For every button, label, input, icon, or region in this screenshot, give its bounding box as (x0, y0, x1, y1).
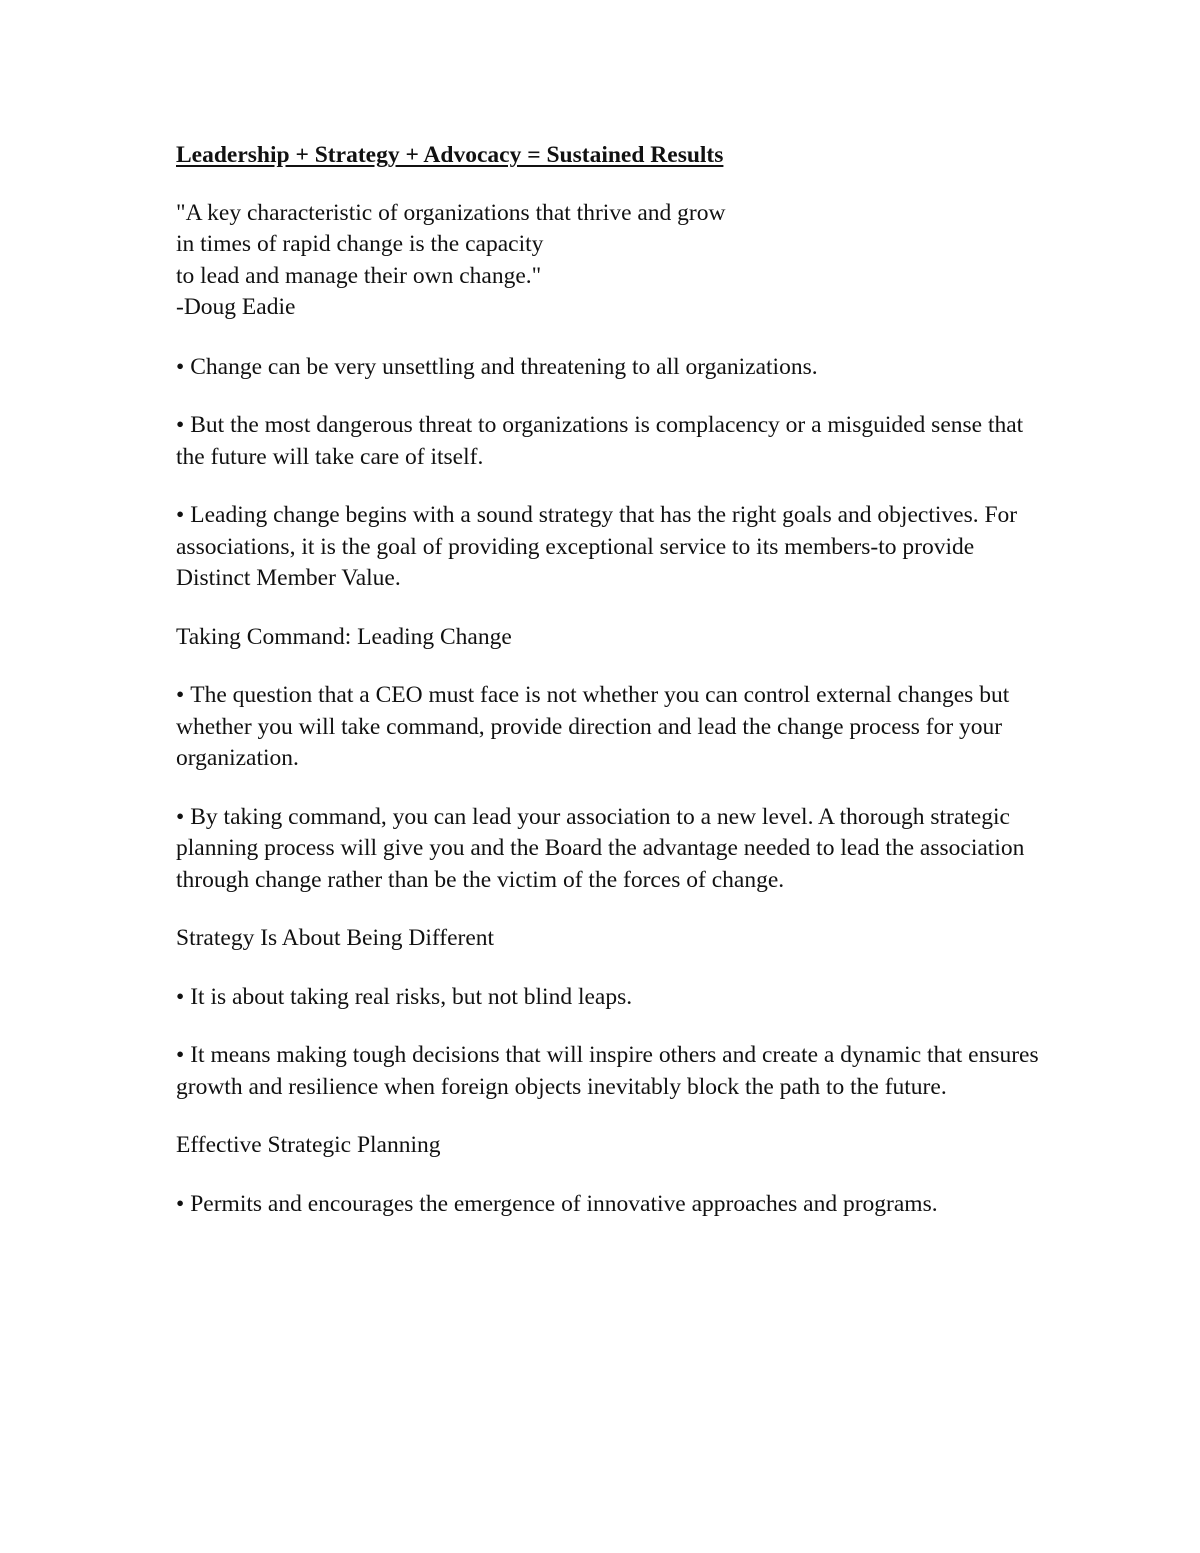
document-page (176, 140, 1046, 1247)
bullet-icon: • (176, 502, 185, 528)
bullet-paragraph (176, 352, 1046, 384)
section-heading: Taking Command: Leading Change (176, 623, 512, 650)
bullet-text: It means making tough decisions that will inspire others and create a dynamic that ensures growth and resilience when foreign objects inevitably block the path to the future. (176, 1042, 1039, 1100)
bullet-text: Permits and encourages the emergence of innovative approaches and programs. (190, 1190, 938, 1217)
bullet-text: The question that a CEO must face is not whether you can control external changes but whether you will take command, provide direction and lead the change process for your organization. (176, 682, 1010, 771)
bullet-paragraph (176, 410, 1046, 473)
quote-line: "A key characteristic of organizations that thrive and grow (176, 199, 726, 226)
document-title: Leadership + Strategy + Advocacy = Sustained Results (176, 142, 724, 168)
bullet-paragraph (176, 1040, 1046, 1103)
bullet-paragraph (176, 680, 1046, 775)
bullet-paragraph (176, 982, 1046, 1014)
bullet-icon: • (176, 803, 185, 830)
section-heading: Strategy Is About Being Different (176, 925, 495, 951)
bullet-icon: • (176, 1042, 185, 1068)
bullet-icon: • (176, 983, 185, 1010)
bullet-icon: • (176, 1190, 185, 1217)
section-heading: Effective Strategic Planning (176, 1132, 441, 1158)
quote-line: in times of rapid change is the capacity (176, 231, 544, 257)
bullet-text: It is about taking real risks, but not blind leaps. (190, 983, 633, 1010)
quote-line: to lead and manage their own change." (176, 262, 542, 289)
bullet-icon: • (176, 682, 185, 708)
bullet-paragraph (176, 1189, 1046, 1221)
quote-attribution: -Doug Eadie (176, 294, 296, 320)
bullet-icon: • (176, 353, 185, 380)
bullet-text: Leading change begins with a sound strategy that has the right goals and objectives. For associations, it is the goal of providing exceptional service to its members-to provide Distinct Member Value. (176, 502, 1018, 591)
bullet-paragraph (176, 500, 1046, 595)
bullet-paragraph (176, 802, 1046, 897)
bullet-text: Change can be very unsettling and threatening to all organizations. (190, 353, 818, 380)
bullet-text: By taking command, you can lead your association to a new level. A thorough strategic planning process will give you and the Board the advantage needed to lead the association through change rather than be the victim of the forces of change. (176, 803, 1025, 893)
bullet-icon: • (176, 412, 185, 438)
bullet-text: But the most dangerous threat to organizations is complacency or a misguided sense that the future will take care of itself. (176, 412, 1024, 470)
quote-block (176, 198, 1046, 324)
